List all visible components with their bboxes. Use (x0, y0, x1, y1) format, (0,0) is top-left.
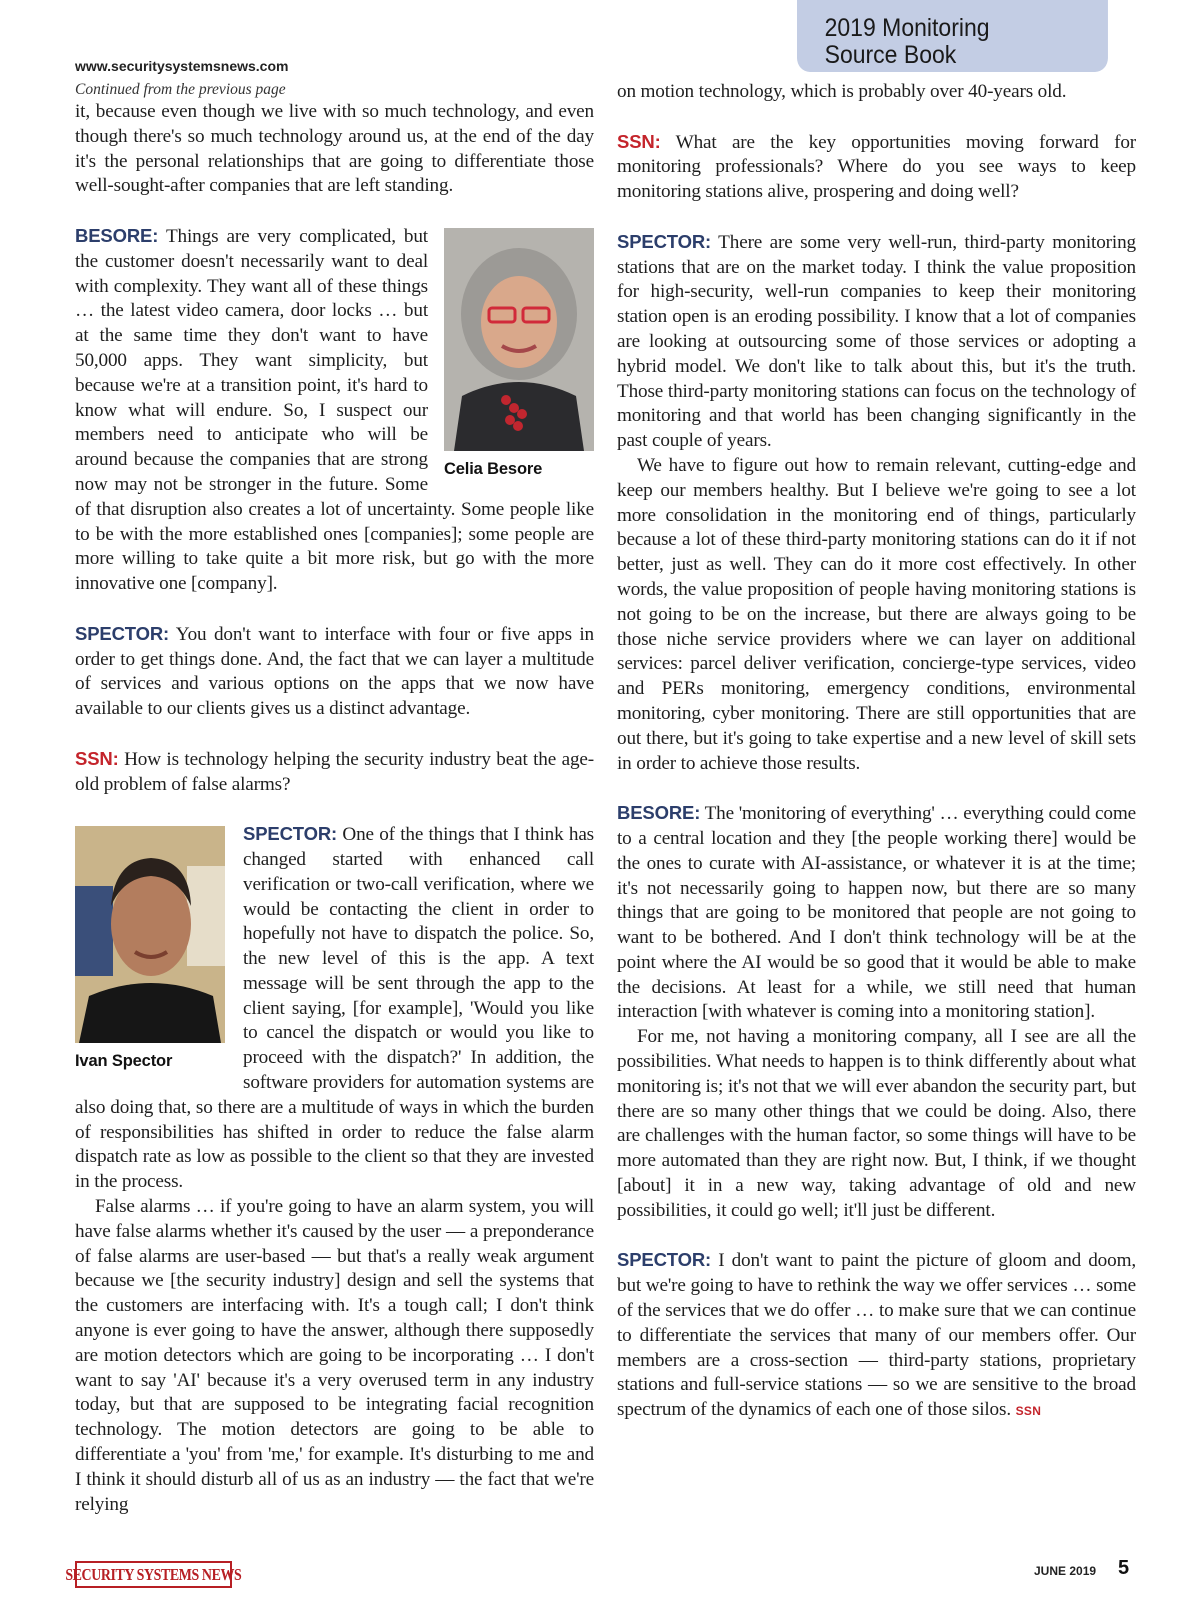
paragraph-text: Things are very complicated, but the customer doesn't necessarily want to deal with complexity. They want all of these things … the latest video camera, door locks … but at the same time they don't want to have 50,000 apps. They want simplicity, but because we're at a transition point, it's hard to know what will endure. So, I suspect our members need to anticipate who will be around because the companies that are strong now may not be stronger in the future. Some of that disruption also creates a lot of uncertainty. Some people like to be with the more established ones [companies]; some people are more willing to take quite a bit more risk, but go with the more innovative one [company]. (75, 225, 594, 595)
section-tab-line2: Source Book (824, 41, 957, 69)
paragraph-text: How is technology helping the security industry beat the age-old problem of false alarms? (75, 748, 594, 795)
paragraph-text: The 'monitoring of everything' … everything could come to a central location and they [the people working there] would be the ones to curate with AI-assistance, or whatever it is at the time; it's not necessarily going to happen now, but there are so many things that are going to be monitored that people are not going to want to be bothered. And I don't think technology will be at the point where the AI would be so good that it would be able to make the decisions. At least for a while, we still need that human interaction [with whatever is coming into a monitoring station]. (617, 803, 1136, 1023)
speaker-label: SSN: (75, 747, 119, 769)
paragraph: it, because even though we live with so much technology, and even though there's so much technology around us, at the end of the day it's the personal relationships that are going to differentiate those well-sought-after companies that are left standing. (75, 101, 594, 197)
continued-note: Continued from the previous page (75, 81, 286, 98)
logo-text: SECURITY SYSTEMS NEWS (65, 1564, 242, 1584)
left-column (75, 80, 594, 1517)
paragraph: We have to figure out how to remain relevant, cutting-edge and keep our members healthy. But I believe we're going to see a lot more consolidation in the monitoring end of things, particularly because a lot of these third-party monitoring stations can do it if not better, just as well. They can do it more cost effectively. In other words, the value proposition of people having monitoring stations is not going to be on the increase, but there are always going to be those niche service providers where we can layer on additional services: parcel deliver verification, concierge-type services, video and PERs monitoring, emergency conditions, environmental monitoring, cyber monitoring. There are still opportunities that are out there, but it's going to take expertise and a new level of skill sets in order to achieve those results. (617, 454, 1136, 774)
site-url[interactable]: www.securitysystemsnews.com (75, 58, 289, 74)
speaker-label: BESORE: (75, 224, 159, 246)
paragraph-spector-2 (75, 822, 594, 1195)
spector-photo-block (75, 826, 225, 1074)
paragraph-ssn-question-1 (75, 747, 594, 798)
paragraph-besore-1 (75, 224, 594, 597)
besore-photo-block (444, 228, 594, 482)
paragraph-spector-3 (617, 230, 1136, 454)
paragraph-text: One of the things that I think has changed started with enhanced call verification or two-call verification, where we would be contacting the client in order to hopefully not have to dispatch the police. So, the new level of this is the app. A text message will be sent through the app to the client saying, [for example], 'Would you like to cancel the dispatch or would you like to proceed with the dispatch?' In addition, the software providers for automation systems are also doing that, so there are a multitude of ways in which the burden of responsibilities has shifted in order to reduce the false alarm dispatch rate as low as possible to the client so that they are invested in the process. (75, 824, 594, 1193)
spector-caption: Ivan Spector (75, 1052, 173, 1071)
end-mark: SSN (1015, 1404, 1042, 1419)
speaker-label: SSN: (617, 130, 661, 152)
paragraph-spector-1 (75, 622, 594, 722)
section-tab-line1: 2019 Monitoring (824, 14, 990, 42)
speaker-label: SPECTOR: (617, 230, 712, 252)
paragraph-besore-2 (617, 801, 1136, 1025)
footer-date: JUNE 2019 (1034, 1564, 1097, 1578)
speaker-label: SPECTOR: (75, 622, 170, 644)
paragraph-text: What are the key opportunities moving forward for monitoring professionals? Where do you see ways to keep monitoring stations alive, prospering and doing well? (617, 131, 1136, 203)
paragraph-text: I don't want to paint the picture of gloom and doom, but we're going to have to rethink the way we offer services … some of the services that we do offer … to make sure that we can continue to differentiate the services that many of our members offer. Our members are a cross-section — third-party stations, proprietary stations and full-service stations — so we are sensitive to the broad spectrum of the dynamics of each one of those silos. (617, 1250, 1136, 1421)
paragraph: For me, not having a monitoring company, all I see are all the possibilities. What needs to happen is to think differently about what monitoring is; it's not that we will ever abandon the security part, but there are so many other things that we could be doing. Also, there are challenges with the human factor, so some things will have to be more automated than they are right now. But, I think, if we thought [about] it in a new way, taking advantage of old and new possibilities, it could go well; it'll just be different. (617, 1026, 1136, 1221)
paragraph-spector-4 (617, 1248, 1136, 1424)
besore-caption: Celia Besore (444, 459, 543, 478)
ivan-spector-photo (75, 826, 225, 1043)
paragraph-text: You don't want to interface with four or five apps in order to get things done. And, the fact that we can layer a multitude of services and various options on the apps that we now have available to our clients gives us a distinct advantage. (75, 623, 594, 720)
portrait-icon (444, 228, 594, 451)
speaker-label: SPECTOR: (617, 1249, 712, 1271)
right-column (617, 80, 1136, 1424)
paragraph-text: There are some very well-run, third-party monitoring stations that are on the market today. I think the value proposition for high-security, well-run companies to keep their monitoring station open is an eroding possibility. I know that a lot of companies are looking at outsourcing some of those services or adopting a hybrid model. We don't like to talk about this, but it's the truth. Those third-party monitoring stations can focus on the technology of monitoring and that world has been changing significantly in the past couple of years. (617, 231, 1136, 452)
portrait-icon (75, 826, 225, 1043)
publication-logo (65, 1561, 242, 1588)
speaker-label: BESORE: (617, 802, 701, 824)
section-tab (797, 0, 1108, 72)
paragraph-ssn-question-2 (617, 130, 1136, 205)
page-number: 5 (1118, 1557, 1130, 1579)
celia-besore-photo (444, 228, 594, 451)
paragraph: False alarms … if you're going to have an alarm system, you will have false alarms whether it's caused by the user — a preponderance of false alarms are user-based — but that's a really weak argument because we [the security industry] design and sell the systems that the customers are interfacing with. It's a tough call; I don't think anyone is ever going to have the answer, although there supposedly are motion detectors which are going to be incorporating … I don't want to say 'AI' because it's a very overused term in any industry today, but that are supposed to be integrating facial recognition technology. The motion detectors are going to be able to differentiate a 'you' from 'me,' for example. It's disturbing to me and I think it should disturb all of us as an industry — the fact that we're relying (75, 1196, 594, 1515)
paragraph: on motion technology, which is probably over 40-years old. (617, 81, 1067, 102)
speaker-label: SPECTOR: (243, 823, 338, 845)
